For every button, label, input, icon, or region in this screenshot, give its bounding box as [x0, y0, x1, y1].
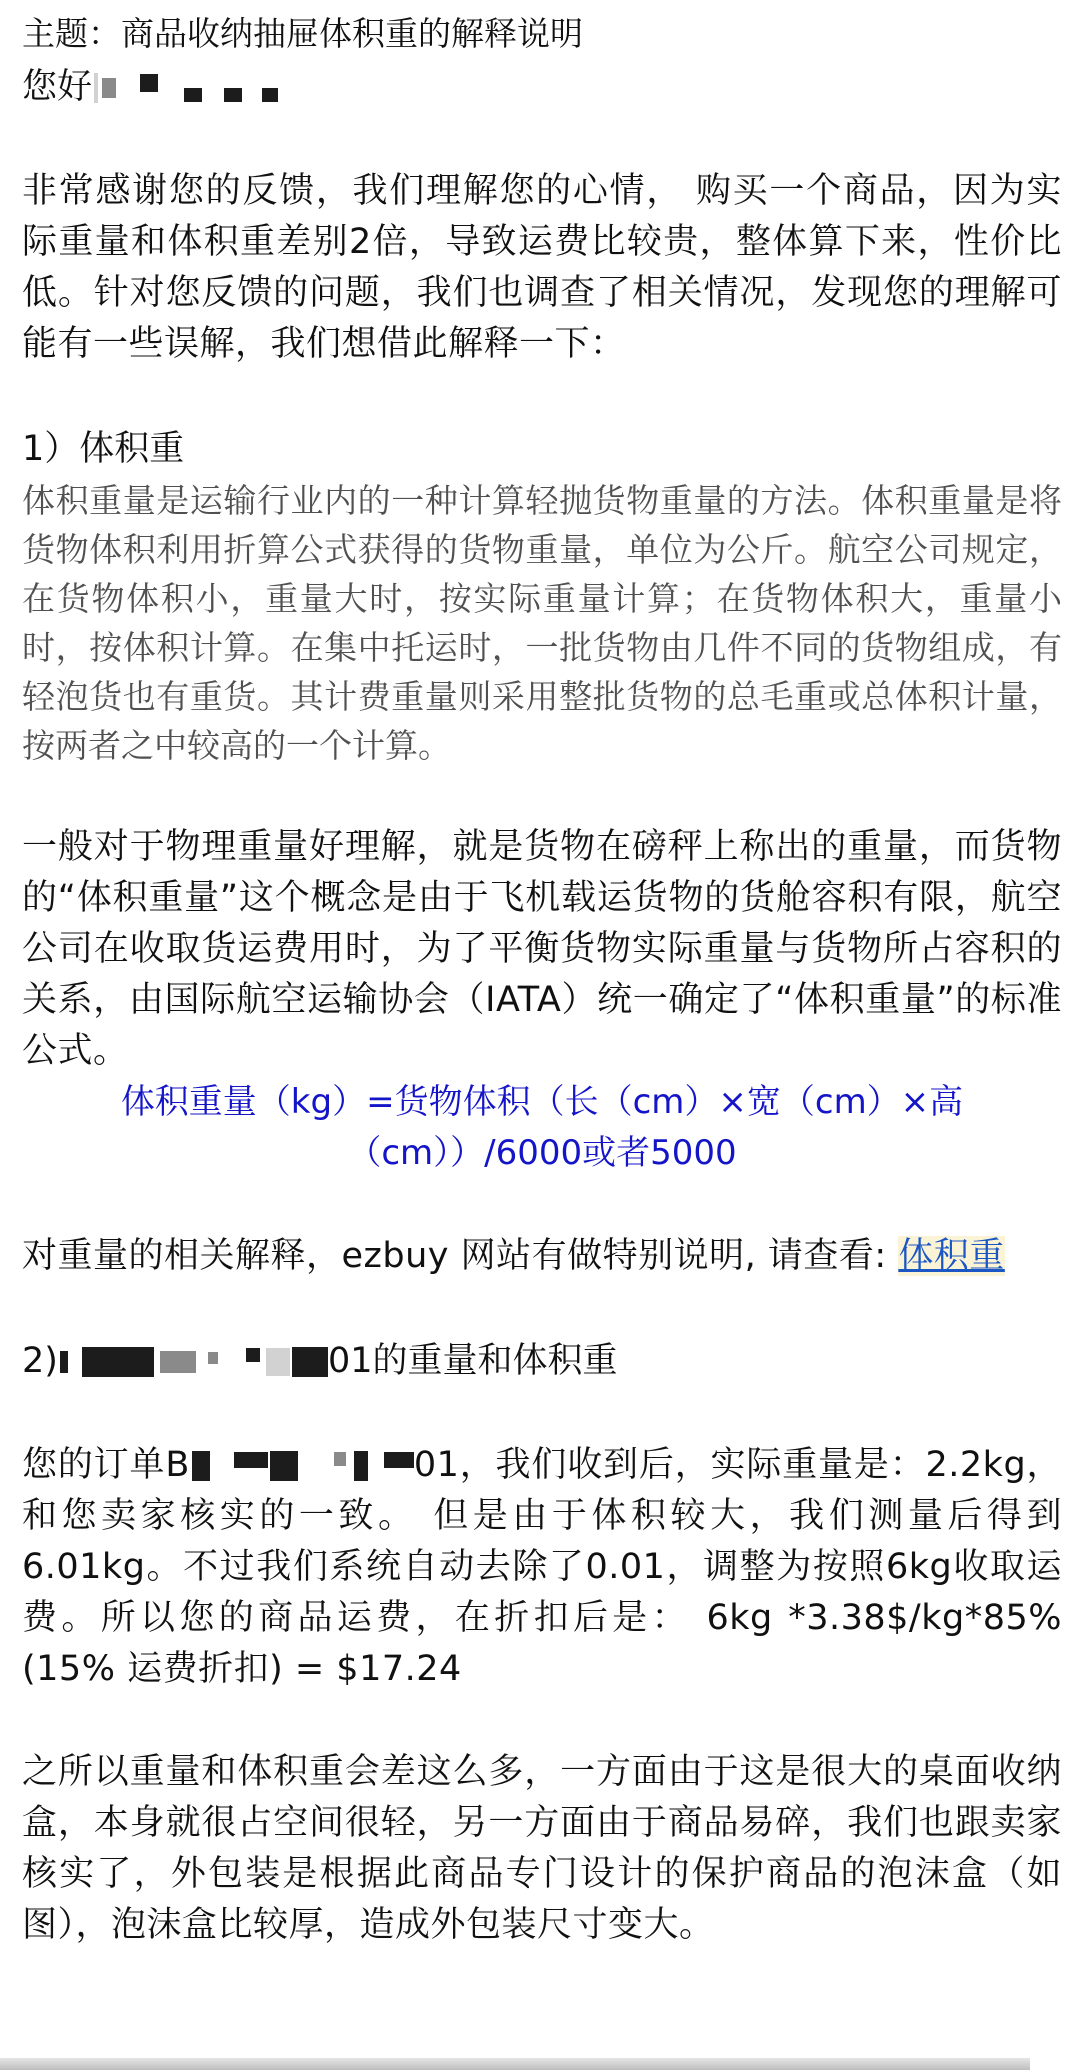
- order-prefix: 您的订单B: [22, 1445, 190, 1485]
- email-subject: 主题：商品收纳抽屉体积重的解释说明: [22, 14, 583, 53]
- volume-weight-formula: 体积重量（kg）=货物体积（长（cm）×宽（cm）×高（cm））/6000或者5000: [120, 1082, 964, 1173]
- product-image-top-edge: [0, 2058, 1030, 2070]
- redacted-order-id: [160, 1351, 196, 1373]
- redacted-name: [140, 74, 158, 92]
- reason-paragraph: 之所以重量和体积重会差这么多，一方面由于这是很大的桌面收纳盒，本身就很占空间很轻，另一方面由于商品易碎，我们也跟卖家核实了，外包装是根据此商品专门设计的保护商品的泡沫盒（如图），泡沫盒比较厚，造成外包装尺寸变大。: [22, 1752, 1062, 1945]
- redacted-order-id: [266, 1348, 290, 1376]
- redacted-order-id: [82, 1347, 154, 1377]
- redacted-name: [102, 78, 116, 98]
- volume-weight-definition: 体积重量是运输行业内的一种计算轻抛货物重量的方法。体积重量是将货物体积利用折算公式获得的货物重量，单位为公斤。航空公司规定，在货物体积小，重量大时，按实际重量计算；在货物体积大，重量小时，按体积计算。在集中托运时，一批货物由几件不同的货物组成，有轻泡货也有重货。其计费重量则采用整批货物的总毛重或总体积计量，按两者之中较高的一个计算。: [22, 481, 1062, 765]
- intro-paragraph: 非常感谢您的反馈，我们理解您的心情， 购买一个商品，因为实际重量和体积重差别2倍，导致运费比较贵，整体算下来，性价比低。针对您反馈的问题，我们也调查了相关情况，发现您的理解可能有一些误解，我们想借此解释一下：: [22, 171, 1062, 364]
- order-paragraph: [22, 1440, 1062, 1695]
- redacted-name: [94, 73, 98, 103]
- redacted-order-number: [234, 1452, 268, 1468]
- email-body: [22, 0, 1062, 1951]
- redacted-order-id: [60, 1351, 68, 1373]
- section2-heading: [22, 1334, 1062, 1388]
- redacted-name: [184, 88, 202, 102]
- redacted-name: [224, 88, 242, 102]
- redacted-order-number: [354, 1451, 368, 1481]
- redacted-order-number: [384, 1452, 414, 1468]
- site-note: [22, 1231, 1062, 1282]
- section2-heading-text: 01的重量和体积重: [327, 1341, 618, 1381]
- greeting-text: 您好: [22, 67, 93, 107]
- section1-heading: 1）体积重: [22, 429, 185, 469]
- redacted-order-id: [208, 1352, 218, 1364]
- site-note-text: 对重量的相关解释，ezbuy 网站有做特别说明, 请查看:: [22, 1236, 899, 1276]
- section2-heading-prefix: 2): [22, 1341, 58, 1381]
- order-details: 01，我们收到后，实际重量是：2.2kg， 和您卖家核实的一致。 但是由于体积较大，我们测量后得到6.01kg。不过我们系统自动去除了0.01，调整为按照6kg收取运费。所以您的商品运费，在折扣后是： 6kg *3.38$/kg*85%(15% 运费折扣) = $17.24: [22, 1445, 1062, 1689]
- redacted-order-id: [292, 1347, 328, 1377]
- greeting-line: [22, 60, 1062, 114]
- volume-weight-explanation: 一般对于物理重量好理解，就是货物在磅秤上称出的重量，而货物的“体积重量”这个概念是由于飞机载运货物的货舱容积有限，航空公司在收取货运费用时，为了平衡货物实际重量与货物所占容积的关系，由国际航空运输协会（IATA）统一确定了“体积重量”的标准公式。: [22, 827, 1062, 1071]
- redacted-order-id: [246, 1348, 260, 1362]
- redacted-name: [262, 88, 278, 102]
- redacted-order-number: [270, 1451, 298, 1481]
- redacted-order-number: [334, 1452, 346, 1466]
- redacted-order-number: [192, 1451, 210, 1481]
- volume-weight-link[interactable]: 体积重: [898, 1236, 1005, 1276]
